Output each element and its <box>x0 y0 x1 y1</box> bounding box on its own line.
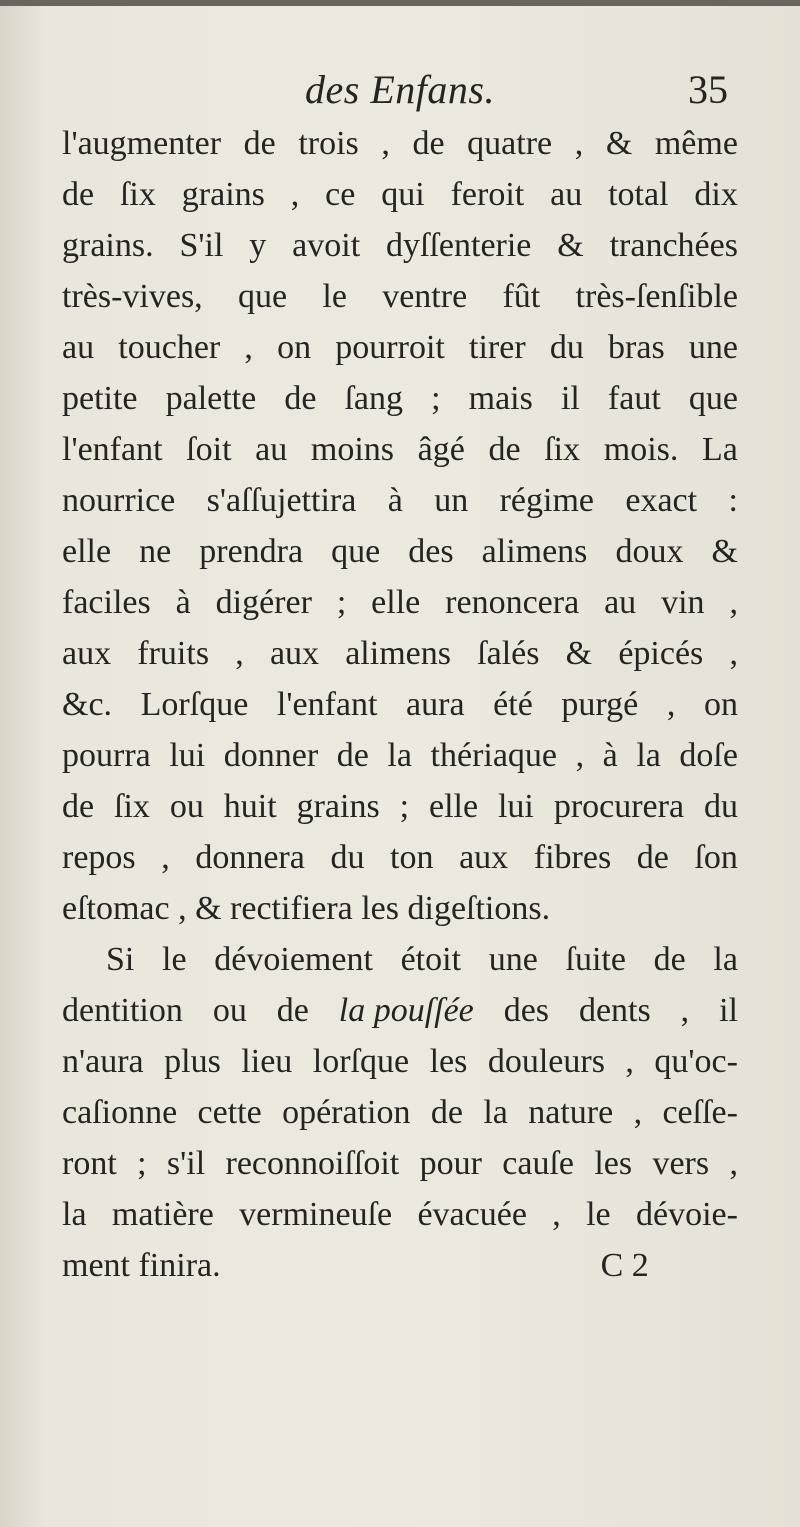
word: S'il <box>179 227 224 264</box>
word: le <box>162 941 187 978</box>
word: du <box>703 788 738 825</box>
text-line <box>62 832 738 883</box>
word: & <box>605 125 633 162</box>
text-line <box>62 118 738 169</box>
running-title: des Enfans. <box>305 67 495 112</box>
word: même <box>654 125 738 162</box>
word: un <box>434 482 469 519</box>
word: que <box>237 278 288 315</box>
word: ; <box>336 584 347 621</box>
word: ou <box>212 992 247 1029</box>
word: de <box>276 992 309 1029</box>
word: digérer <box>215 584 312 621</box>
word: âgé <box>417 431 465 468</box>
word: nourrice <box>62 482 176 519</box>
text-line <box>62 271 738 322</box>
word: , <box>244 329 253 366</box>
word: du <box>549 329 584 366</box>
word: qu'oc- <box>654 1043 738 1080</box>
final-words: ment finira. <box>62 1247 221 1284</box>
text-line <box>62 781 738 832</box>
word: donner <box>223 737 319 774</box>
word: feroit <box>450 176 525 213</box>
text-line <box>62 526 738 577</box>
word: reconnoiſſoit <box>225 1145 400 1182</box>
text-line <box>62 679 738 730</box>
word: , <box>574 125 584 162</box>
word: doux <box>615 533 684 570</box>
text-line <box>62 1138 738 1189</box>
word: ; <box>431 380 441 417</box>
text-line <box>62 1087 738 1138</box>
word: ſalés <box>477 635 540 672</box>
word: palette <box>165 380 257 417</box>
word: ce <box>325 176 356 213</box>
word: fût <box>502 278 541 315</box>
word: au <box>604 584 637 621</box>
word: de <box>653 941 686 978</box>
word: : <box>728 482 738 519</box>
word: total <box>608 176 669 213</box>
word: doſe <box>679 737 738 774</box>
word: grains <box>296 788 380 825</box>
text-line <box>62 475 738 526</box>
word: très-ſenſible <box>575 278 738 315</box>
text-line <box>62 169 738 220</box>
word: ſix <box>114 788 150 825</box>
word: aux <box>459 839 509 876</box>
text-line <box>62 628 738 679</box>
word: exact <box>625 482 698 519</box>
word: s'aſſujettira <box>206 482 357 519</box>
word: huit <box>223 788 277 825</box>
word: lorſque <box>312 1043 410 1080</box>
word: ſix <box>544 431 581 468</box>
line-words: eſtomac , & rectifiera les digeſtions. <box>62 890 551 927</box>
word: faciles <box>62 584 151 621</box>
word: , <box>729 635 738 672</box>
word: procurera <box>553 788 685 825</box>
word: thériaque <box>430 737 558 774</box>
word: s'il <box>166 1145 206 1182</box>
text-line <box>62 577 738 628</box>
word: ront <box>62 1145 117 1182</box>
word: ceſſe- <box>662 1094 738 1131</box>
word: les <box>594 1145 633 1182</box>
word: une <box>688 329 738 366</box>
word: toucher <box>118 329 221 366</box>
word: Si <box>106 941 135 978</box>
word: de <box>62 176 95 213</box>
word: qui <box>381 176 425 213</box>
word: de <box>488 431 521 468</box>
word: ſon <box>694 839 738 876</box>
text-line <box>62 934 738 985</box>
word: & <box>565 635 593 672</box>
word: lui <box>497 788 534 825</box>
word: dentition <box>62 992 183 1029</box>
text-line-final <box>62 1240 738 1291</box>
word: petite <box>62 380 138 417</box>
word: moins <box>310 431 395 468</box>
word: régime <box>499 482 594 519</box>
word: le <box>586 1196 611 1233</box>
word: purgé <box>561 686 639 723</box>
word: la <box>62 1196 87 1233</box>
word: elle <box>62 533 112 570</box>
word: mois. <box>603 431 679 468</box>
word: à <box>602 737 618 774</box>
word: cette <box>197 1094 262 1131</box>
word: ne <box>139 533 172 570</box>
word: au <box>255 431 288 468</box>
word: au <box>550 176 583 213</box>
word: ou <box>169 788 204 825</box>
word: le <box>322 278 347 315</box>
word: , <box>633 1094 643 1131</box>
word: une <box>488 941 538 978</box>
scan-edge-shadow <box>0 0 800 6</box>
word: très-vives, <box>62 278 203 315</box>
word: pourra <box>62 737 151 774</box>
text-line <box>62 373 738 424</box>
word: ſang <box>344 380 404 417</box>
word: de <box>412 125 445 162</box>
word: ; <box>137 1145 147 1182</box>
text-line <box>62 1189 738 1240</box>
word: lieu <box>241 1043 293 1080</box>
word: à <box>387 482 403 519</box>
word: opération <box>282 1094 411 1131</box>
word: que <box>331 533 381 570</box>
word: , <box>381 125 390 162</box>
word: des <box>503 992 550 1029</box>
word: caſionne <box>62 1094 178 1131</box>
word: lui <box>169 737 206 774</box>
word: il <box>719 992 738 1029</box>
word: de <box>284 380 317 417</box>
text-line <box>62 322 738 373</box>
word: dévoie- <box>636 1196 738 1233</box>
word: bras <box>608 329 665 366</box>
word: l'augmenter <box>62 125 222 162</box>
word: quatre <box>467 125 553 162</box>
word: dévoiement <box>214 941 373 978</box>
word: & <box>711 533 738 570</box>
word: on <box>703 686 738 723</box>
word: Lorſque <box>140 686 249 723</box>
word: vin <box>661 584 705 621</box>
word: grains. <box>62 227 154 264</box>
word: de <box>336 737 369 774</box>
word: renoncera <box>445 584 580 621</box>
word: , <box>680 992 690 1029</box>
word: , <box>729 1145 738 1182</box>
word: la <box>713 941 738 978</box>
word: , <box>729 584 738 621</box>
word: , <box>666 686 676 723</box>
word: prendra <box>199 533 304 570</box>
word: aux <box>269 635 320 672</box>
word: y <box>249 227 267 264</box>
word: au <box>62 329 95 366</box>
word: la <box>636 737 661 774</box>
text-line <box>62 730 738 781</box>
word: &c. <box>62 686 113 723</box>
word: faut <box>607 380 661 417</box>
word: vermineuſe <box>239 1196 393 1233</box>
word: de <box>430 1094 463 1131</box>
word: , <box>235 635 244 672</box>
word: l'enfant <box>62 431 163 468</box>
word: la <box>483 1094 508 1131</box>
word: ſoit <box>186 431 232 468</box>
text-line <box>62 220 738 271</box>
word: repos <box>62 839 136 876</box>
word: , <box>625 1043 634 1080</box>
word: , <box>161 839 170 876</box>
word: donnera <box>195 839 305 876</box>
word: tranchées <box>609 227 738 264</box>
word: La <box>702 431 738 468</box>
word: & <box>557 227 584 264</box>
word: n'aura <box>62 1043 144 1080</box>
word: mais <box>468 380 533 417</box>
word: fruits <box>137 635 210 672</box>
word: évacuée <box>417 1196 527 1233</box>
word: les <box>429 1043 468 1080</box>
text-line <box>62 883 738 934</box>
word: de <box>243 125 276 162</box>
page-number: 35 <box>688 67 728 112</box>
word: ton <box>390 839 434 876</box>
word: épicés <box>618 635 704 672</box>
word: alimens <box>481 533 588 570</box>
signature-mark: C 2 <box>600 1247 649 1284</box>
word: des <box>408 533 454 570</box>
word: étoit <box>400 941 462 978</box>
word: à <box>175 584 191 621</box>
word: ventre <box>382 278 468 315</box>
word: avoit <box>292 227 361 264</box>
word: plus <box>164 1043 221 1080</box>
text-line <box>62 424 738 475</box>
word: elle <box>428 788 479 825</box>
word: dyſſenterie <box>386 227 532 264</box>
word: , <box>575 737 585 774</box>
italic-word: la pouſſée <box>338 992 474 1029</box>
word: été <box>493 686 533 723</box>
word: de <box>636 839 669 876</box>
word: elle <box>371 584 421 621</box>
word: alimens <box>345 635 451 672</box>
word: vers <box>652 1145 710 1182</box>
word: aura <box>406 686 465 723</box>
word: douleurs <box>487 1043 605 1080</box>
word: matière <box>111 1196 214 1233</box>
word: ſuite <box>565 941 626 978</box>
word: trois <box>298 125 359 162</box>
word: aux <box>62 635 112 672</box>
word: , <box>290 176 300 213</box>
word: de <box>62 788 95 825</box>
word: ; <box>399 788 410 825</box>
word: on <box>277 329 312 366</box>
word: la <box>387 737 412 774</box>
word: cauſe <box>502 1145 574 1182</box>
word: , <box>552 1196 561 1233</box>
word: ſix <box>119 176 156 213</box>
word: fibres <box>533 839 612 876</box>
body-text <box>62 118 738 1291</box>
text-line <box>62 985 738 1036</box>
word: l'enfant <box>276 686 378 723</box>
word: pour <box>419 1145 482 1182</box>
text-line <box>62 1036 738 1087</box>
word: dents <box>578 992 651 1029</box>
word: du <box>330 839 365 876</box>
word: il <box>560 380 580 417</box>
word: grains <box>181 176 265 213</box>
word: tirer <box>469 329 526 366</box>
word: pourroit <box>335 329 445 366</box>
word: nature <box>528 1094 614 1131</box>
word: que <box>688 380 738 417</box>
word: dix <box>694 176 738 213</box>
